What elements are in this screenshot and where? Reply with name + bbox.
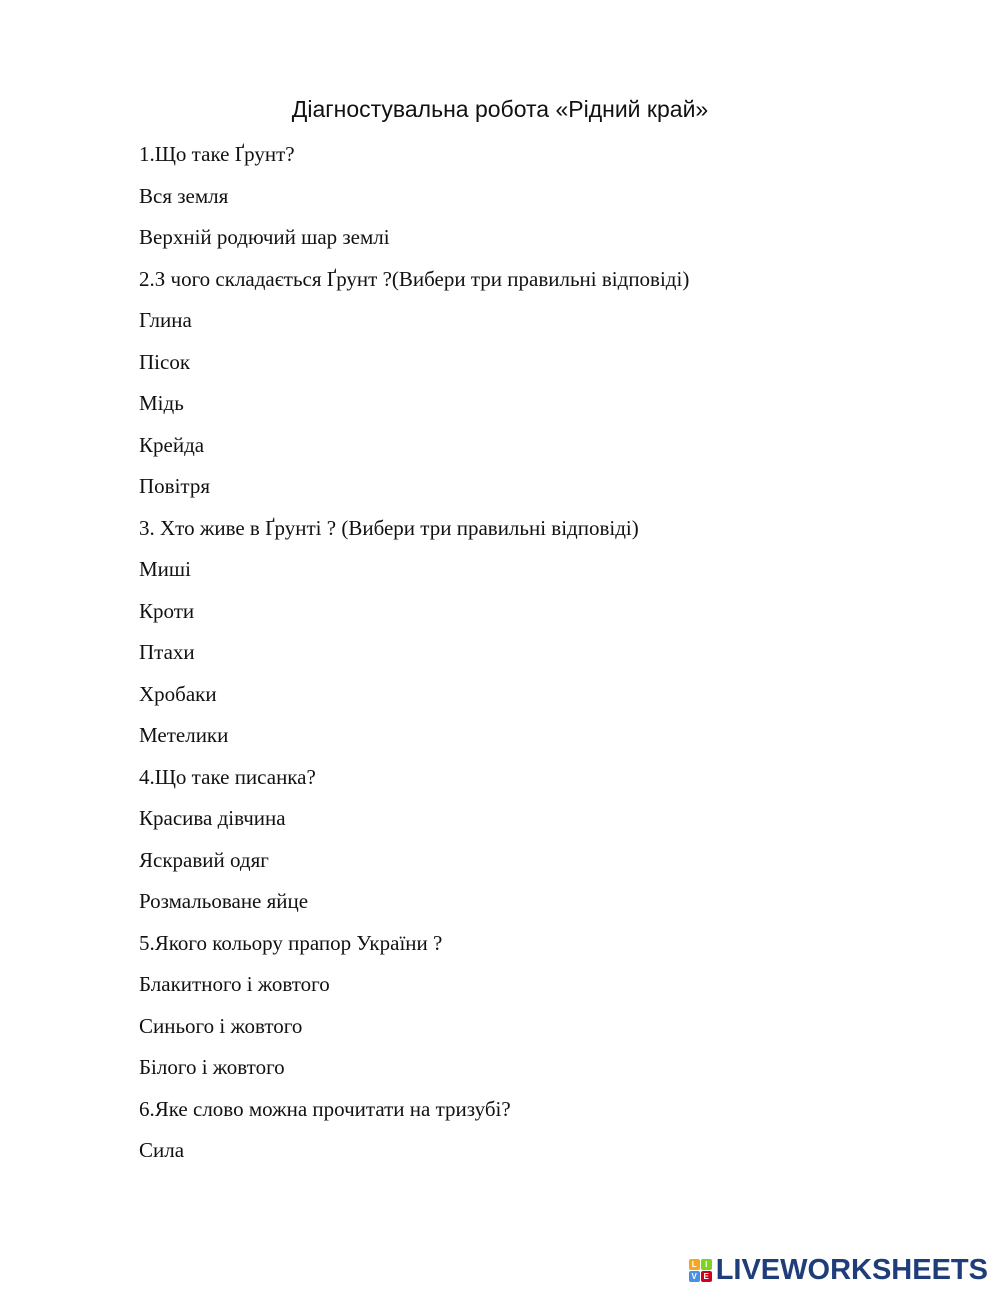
- question-2: 2.З чого складається Ґрунт ?(Вибери три правильні відповіді): [139, 266, 690, 291]
- question-5: 5.Якого кольору прапор України ?: [139, 930, 443, 955]
- logo-mark-letter: L: [689, 1259, 700, 1270]
- answer-option: Птахи: [139, 640, 195, 664]
- answer-option: Мідь: [139, 391, 184, 415]
- answer-option: Розмальоване яйце: [139, 889, 309, 913]
- answer-option: Метелики: [139, 723, 229, 747]
- worksheet-content: [139, 139, 959, 1177]
- answer-option: Верхній родючий шар землі: [139, 225, 390, 249]
- liveworksheets-logo-icon: [689, 1259, 712, 1282]
- answer-option: Кроти: [139, 598, 195, 623]
- logo-mark-letter: V: [689, 1271, 700, 1282]
- answer-option: Білого і жовтого: [139, 1055, 285, 1079]
- question-3: 3. Хто живе в Ґрунті ? (Вибери три правильні відповіді): [139, 515, 639, 540]
- question-1: 1.Що таке Ґрунт?: [139, 142, 295, 166]
- answer-option: Миші: [139, 557, 191, 581]
- answer-option: Яскравий одяг: [139, 847, 269, 872]
- answer-option: Блакитного і жовтого: [139, 972, 330, 996]
- logo-mark-letter: I: [701, 1259, 712, 1270]
- answer-option: Красива дівчина: [139, 806, 286, 830]
- answer-option: Хробаки: [139, 681, 217, 706]
- question-6: 6.Яке слово можна прочитати на тризубі?: [139, 1096, 511, 1121]
- answer-option: Синього і жовтого: [139, 1013, 303, 1038]
- answer-option: Сила: [139, 1138, 185, 1162]
- logo-mark-letter: E: [701, 1271, 712, 1282]
- answer-option: Глина: [139, 308, 192, 332]
- liveworksheets-logo[interactable]: [689, 1250, 988, 1290]
- question-4: 4.Що таке писанка?: [139, 764, 316, 789]
- answer-option: Крейда: [139, 432, 205, 457]
- document-title: Діагностувальна робота «Рідний край»: [291, 96, 709, 122]
- logo-text: LIVEWORKSHEETS: [715, 1254, 988, 1286]
- answer-option: Пісок: [139, 349, 191, 374]
- answer-option: Вся земля: [139, 183, 229, 208]
- answer-option: Повітря: [139, 474, 211, 498]
